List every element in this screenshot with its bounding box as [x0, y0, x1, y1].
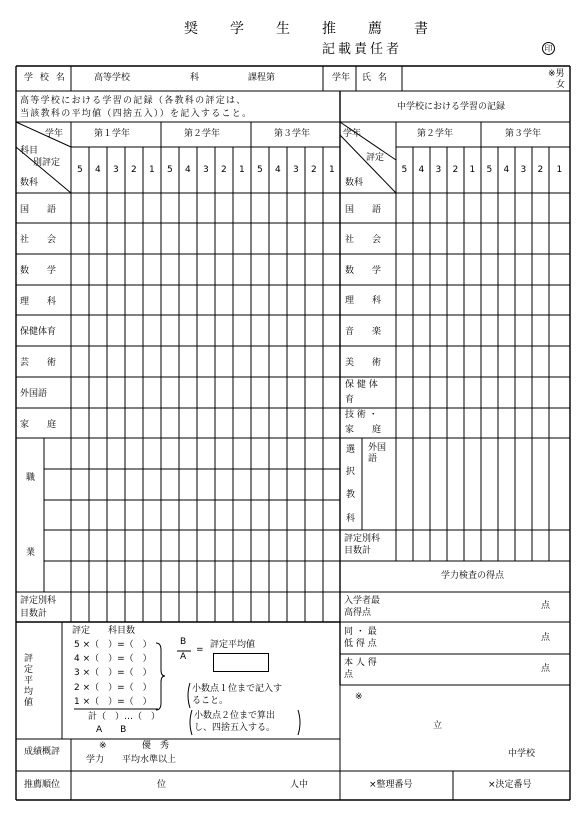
jh-subject-2: 社 会 [345, 235, 382, 245]
jh-subject-4: 理 科 [345, 296, 382, 306]
hs-rating-g2-4: 4 [185, 165, 191, 175]
jh-corner-count: 数科 [345, 178, 364, 188]
school-suffix: 中学校 [508, 749, 536, 759]
avg-value-box[interactable] [213, 653, 269, 672]
eval-label: 成績概評 [24, 747, 61, 757]
jh-corner-grade: 学年 [343, 129, 362, 139]
rank-pos: 位 [157, 780, 167, 790]
hs-rating-g2-2: 2 [221, 165, 227, 175]
jh-count-line1: 評定別科 [344, 534, 381, 544]
school-label: 学 校 名 [24, 73, 67, 83]
avg-value-label: 評定平均値 [210, 640, 256, 650]
hs-rating-g2-1: 1 [239, 165, 245, 175]
course-label: 課程第 [248, 73, 276, 83]
page-title: 奨学生推薦書 [184, 21, 460, 37]
score-low-unit: 点 [541, 633, 551, 643]
rank-label: 推薦順位 [24, 780, 61, 790]
score-self-line1: 本 人 得 [344, 658, 377, 668]
fraction-bottom: A [180, 652, 187, 662]
hs-corner-rating: 別評定 [33, 158, 61, 168]
hs-grade-1: 第１学年 [94, 129, 131, 139]
hs-subject-6: 芸 術 [20, 358, 57, 368]
jh-rating-g2-3: 3 [435, 165, 442, 175]
jh-rating-g3-2: 2 [537, 165, 544, 175]
avg-label-1: 評 [24, 654, 34, 664]
jh-rating-g2-5: 5 [401, 165, 408, 175]
score-low-line1: 同 ・ 最 [344, 627, 377, 637]
jh-elective-1: 選 [346, 445, 356, 455]
note1-line2: ること。 [192, 696, 229, 706]
eval-mark: ※ [99, 741, 107, 751]
score-self-line2: 点 [344, 670, 354, 680]
hs-record-title-line1: 高等学校における学習の記録（各教科の評定は、 [20, 96, 247, 106]
avg-row-4: 4 ×（ ）=（ ） [74, 654, 152, 664]
note2-line1: 小数点２位まで算出 [194, 711, 276, 721]
hs-corner-count: 数科 [20, 178, 39, 188]
score-self-unit: 点 [541, 664, 551, 674]
eval-level: 学力 平均水準以上 [86, 755, 177, 765]
jh-subject-1: 国 語 [345, 205, 382, 215]
reg-no-label: ×整理番号 [369, 780, 413, 790]
jh-subject-6: 美 術 [345, 358, 382, 368]
jh-elective-4: 科 [346, 514, 356, 524]
avg-row-2: 2 ×（ ）=（ ） [74, 683, 152, 693]
hs-rating-g1-5: 5 [77, 165, 83, 175]
sex-female[interactable]: 女 [556, 80, 566, 90]
hs-rating-g3-4: 4 [275, 165, 281, 175]
jh-elective-2: 択 [346, 467, 356, 477]
avg-label-5: 値 [24, 698, 34, 708]
jh-grade-2: 第２学年 [417, 129, 454, 139]
hs-rating-g2-5: 5 [167, 165, 173, 175]
hs-rating-g1-3: 3 [113, 165, 119, 175]
subject-suffix: 科 [190, 73, 200, 83]
jh-elective-sub-2: 語 [368, 454, 378, 464]
hs-subject-3: 数 学 [20, 266, 57, 276]
jh-subject-8: 育 [345, 395, 355, 405]
jh-elective-sub-1: 外国 [368, 443, 387, 453]
jh-subject-7: 保 健 体 [345, 380, 378, 390]
score-top-line1: 入学者最 [344, 596, 381, 606]
paren-shape [188, 683, 190, 708]
hs-subject-2: 社 会 [20, 235, 57, 245]
jh-rating-g2-4: 4 [418, 165, 425, 175]
hs-subject-7: 外国語 [20, 389, 48, 399]
hs-count-line2: 目数計 [20, 609, 48, 619]
paren-shape [298, 710, 300, 735]
jh-subject-9: 技 術 ・ [345, 410, 378, 420]
eval-grade: 優 秀 [142, 741, 170, 751]
jh-subject-3: 数 学 [345, 266, 382, 276]
hs-rating-g1-2: 2 [131, 165, 137, 175]
jh-rating-g3-3: 3 [520, 165, 527, 175]
avg-row-1: 1 ×（ ）=（ ） [74, 697, 152, 707]
avg-row-3: 3 ×（ ）=（ ） [74, 668, 152, 678]
hs-count-line1: 評定別科 [20, 596, 57, 606]
hs-rating-g1-4: 4 [95, 165, 101, 175]
jh-corner-rating: 評定 [366, 153, 385, 163]
seal-icon: 印 [542, 42, 555, 55]
note1-line1: 小数点１位まで記入す [192, 684, 283, 694]
hs-rating-g3-2: 2 [311, 165, 317, 175]
test-score-title: 学力検査の得点 [441, 571, 505, 581]
avg-header: 評定 科目数 [72, 626, 136, 636]
jh-rating-g2-2: 2 [452, 165, 459, 175]
hs-rating-g2-3: 3 [203, 165, 209, 175]
fraction-top: B [180, 637, 187, 647]
hs-subject-5: 保健体育 [20, 327, 57, 337]
hs-rating-g3-3: 3 [293, 165, 299, 175]
jh-subject-10: 家 庭 [345, 425, 382, 435]
hs-subject-4: 理 科 [20, 297, 57, 307]
avg-ab: A B [96, 725, 127, 735]
brace-shape [156, 643, 165, 710]
avg-total: 計（ ）…（ ） [88, 712, 161, 722]
hs-subject-8: 家 庭 [20, 420, 57, 430]
jh-subject-5: 音 楽 [345, 327, 382, 337]
school-mark: ※ [355, 692, 363, 702]
jh-elective-3: 教 [346, 490, 356, 500]
name-label: 氏 名 [362, 73, 389, 83]
score-low-line2: 低 得 点 [344, 639, 377, 649]
avg-row-5: 5 ×（ ）=（ ） [74, 640, 152, 650]
vocational-char-2: 業 [26, 548, 36, 558]
sex-male[interactable]: ※男 [548, 69, 565, 79]
hs-grade-2: 第２学年 [184, 129, 221, 139]
jh-rating-g3-1: 1 [556, 165, 563, 175]
jh-grade-3: 第３学年 [505, 129, 542, 139]
avg-label-3: 平 [24, 676, 34, 686]
note2-line2: し、四捨五入する。 [194, 723, 276, 733]
hs-rating-g1-1: 1 [149, 165, 155, 175]
score-top-unit: 点 [541, 601, 551, 611]
fraction-equals: = [196, 645, 204, 655]
rank-people: 人中 [290, 780, 309, 790]
jh-rating-g3-5: 5 [486, 165, 493, 175]
responsible-label: 記載責任者 [322, 42, 403, 57]
school-city: 立 [433, 721, 443, 731]
hs-corner-subject: 科目 [20, 146, 39, 156]
jh-count-line2: 目数計 [344, 546, 372, 556]
grade-suffix: 学年 [332, 73, 351, 83]
hs-record-title-line2: 当該教科の平均値（四捨五入））を記入すること。 [20, 109, 253, 119]
paren-shape [190, 710, 192, 735]
hs-rating-g3-1: 1 [329, 165, 335, 175]
jh-rating-g2-1: 1 [469, 165, 476, 175]
jh-record-title: 中学校における学習の記録 [397, 102, 506, 112]
avg-label-4: 均 [24, 687, 34, 697]
hs-subject-1: 国 語 [20, 205, 57, 215]
school-type: 高等学校 [94, 73, 131, 83]
hs-rating-g3-5: 5 [257, 165, 263, 175]
jh-rating-g3-4: 4 [503, 165, 510, 175]
vocational-char-1: 職 [26, 473, 36, 483]
hs-grade-3: 第３学年 [274, 129, 311, 139]
avg-label-2: 定 [24, 665, 34, 675]
hs-corner-grade: 学年 [45, 129, 64, 139]
score-top-line2: 高得点 [344, 608, 372, 618]
decision-no-label: ×決定番号 [488, 780, 532, 790]
